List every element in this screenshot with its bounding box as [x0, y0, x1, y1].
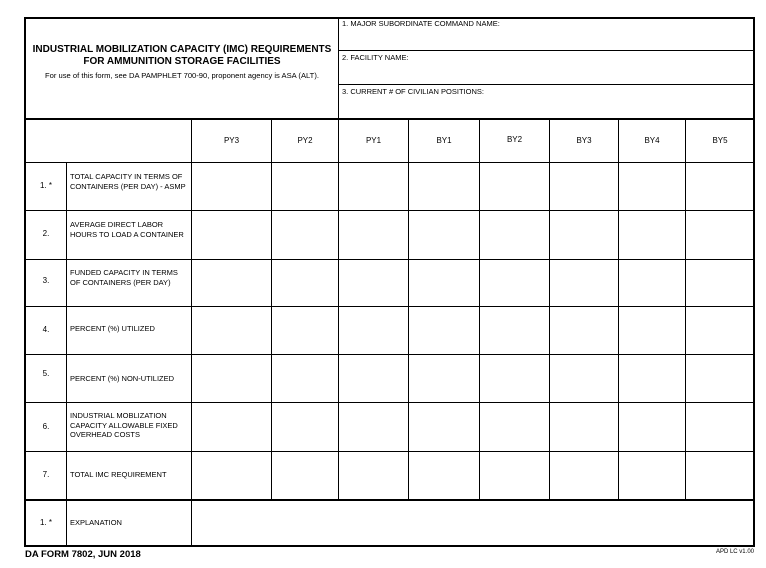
data-cell[interactable]: [481, 308, 548, 353]
data-cell[interactable]: [551, 164, 617, 209]
field-label-civilian-positions: 3. CURRENT # OF CIVILIAN POSITIONS:: [342, 87, 484, 96]
column-divider: [338, 119, 339, 500]
data-cell[interactable]: [687, 404, 753, 450]
data-cell[interactable]: [410, 308, 478, 353]
data-cell[interactable]: [481, 453, 548, 498]
data-cell[interactable]: [481, 164, 548, 209]
column-header-by5: BY5: [712, 136, 728, 145]
data-cell[interactable]: [687, 212, 753, 258]
row-number: 7.: [42, 470, 50, 479]
explanation-row-number: 1. *: [39, 518, 52, 527]
label-column-divider: [191, 119, 192, 546]
data-cell[interactable]: [410, 404, 478, 450]
column-divider: [479, 119, 480, 500]
data-cell[interactable]: [340, 261, 407, 305]
table-line: [25, 402, 754, 403]
data-cell[interactable]: [551, 308, 617, 353]
data-cell[interactable]: [481, 356, 548, 401]
data-cell[interactable]: [551, 212, 617, 258]
form-title-line2: FOR AMMUNITION STORAGE FACILITIES: [83, 56, 281, 67]
column-divider: [618, 119, 619, 500]
table-line: [25, 451, 754, 452]
data-cell[interactable]: [687, 453, 753, 498]
row-number: 2.: [42, 229, 50, 238]
row-number: 1. *: [39, 181, 52, 190]
data-cell[interactable]: [687, 308, 753, 353]
data-cell[interactable]: [193, 308, 270, 353]
data-cell[interactable]: [340, 356, 407, 401]
column-header-by3: BY3: [576, 136, 592, 145]
data-cell[interactable]: [410, 453, 478, 498]
data-cell[interactable]: [620, 356, 684, 401]
row-number: 5.: [42, 369, 50, 378]
header-bottom-rule: [25, 118, 754, 120]
data-cell[interactable]: [551, 404, 617, 450]
data-cell[interactable]: [551, 356, 617, 401]
data-cell[interactable]: [481, 261, 548, 305]
table-line: [25, 306, 754, 307]
data-cell[interactable]: [687, 261, 753, 305]
row-label-direct-labor-hours: AVERAGE DIRECT LABOR HOURS TO LOAD A CONTAINER: [70, 220, 184, 239]
data-cell[interactable]: [273, 164, 337, 209]
data-cell[interactable]: [620, 308, 684, 353]
data-cell[interactable]: [620, 212, 684, 258]
data-cell[interactable]: [340, 164, 407, 209]
data-cell[interactable]: [193, 261, 270, 305]
data-cell[interactable]: [410, 212, 478, 258]
column-divider: [408, 119, 409, 500]
column-divider: [685, 119, 686, 500]
data-cell[interactable]: [273, 356, 337, 401]
column-header-py2: PY2: [297, 136, 313, 145]
data-cell[interactable]: [551, 261, 617, 305]
data-cell[interactable]: [273, 308, 337, 353]
data-cell[interactable]: [340, 212, 407, 258]
form-number: DA FORM 7802, JUN 2018: [25, 549, 141, 560]
data-cell[interactable]: [193, 356, 270, 401]
data-cell[interactable]: [273, 453, 337, 498]
data-cell[interactable]: [620, 164, 684, 209]
data-cell[interactable]: [620, 404, 684, 450]
explanation-label: EXPLANATION: [70, 518, 122, 527]
data-cell[interactable]: [481, 404, 548, 450]
data-cell[interactable]: [410, 164, 478, 209]
civilian-positions-input[interactable]: [342, 97, 750, 117]
column-header-py3: PY3: [223, 136, 240, 145]
column-divider: [549, 119, 550, 500]
table-line: [25, 210, 754, 211]
data-cell[interactable]: [551, 453, 617, 498]
table-line: [25, 259, 754, 260]
table-bottom-rule: [25, 499, 754, 501]
table-line: [25, 162, 754, 163]
data-cell[interactable]: [340, 453, 407, 498]
field-label-command-name: 1. MAJOR SUBORDINATE COMMAND NAME:: [342, 19, 500, 28]
column-divider: [271, 119, 272, 500]
data-cell[interactable]: [193, 212, 270, 258]
data-cell[interactable]: [273, 212, 337, 258]
row-label-funded-capacity: FUNDED CAPACITY IN TERMS OF CONTAINERS (PER DAY): [70, 268, 178, 287]
row-number: 4.: [42, 325, 50, 334]
data-cell[interactable]: [340, 308, 407, 353]
column-header-by4: BY4: [644, 136, 660, 145]
data-cell[interactable]: [193, 404, 270, 450]
data-cell[interactable]: [410, 261, 478, 305]
row-number: 6.: [42, 422, 50, 431]
explanation-input[interactable]: [193, 502, 753, 545]
data-cell[interactable]: [273, 261, 337, 305]
column-header-by1: BY1: [436, 136, 452, 145]
data-cell[interactable]: [687, 164, 753, 209]
form-title-line1: INDUSTRIAL MOBILIZATION CAPACITY (IMC) REQUIREMENTS: [32, 44, 332, 55]
row-label-percent-non-utilized: PERCENT (%) NON-UTILIZED: [70, 374, 175, 383]
data-cell[interactable]: [193, 164, 270, 209]
row-label-imc-overhead-costs: INDUSTRIAL MOBLIZATION CAPACITY ALLOWABLE FIXED OVERHEAD COSTS: [70, 411, 178, 439]
form-prescribing-note: For use of this form, see DA PAMPHLET 700-90, proponent agency is ASA (ALT).: [45, 71, 319, 80]
data-cell[interactable]: [620, 261, 684, 305]
column-header-py1: PY1: [365, 136, 382, 145]
row-label-percent-utilized: PERCENT (%) UTILIZED: [70, 324, 155, 333]
field-label-facility-name: 2. FACILITY NAME:: [342, 53, 409, 62]
row-number-divider: [66, 162, 67, 546]
data-cell[interactable]: [340, 404, 407, 450]
field-separator: [338, 50, 754, 51]
header-divider: [338, 18, 339, 119]
column-header-by2: BY2: [506, 135, 523, 144]
data-cell[interactable]: [193, 453, 270, 498]
data-cell[interactable]: [410, 356, 478, 401]
command-name-input[interactable]: [342, 29, 750, 48]
version-label: APD LC v1.00: [715, 549, 754, 555]
row-label-total-capacity: TOTAL CAPACITY IN TERMS OF CONTAINERS (PER DAY) - ASMP: [70, 172, 186, 191]
row-label-total-imc-requirement: TOTAL IMC REQUIREMENT: [70, 470, 167, 479]
table-line: [25, 354, 754, 355]
field-separator: [338, 84, 754, 85]
data-cell[interactable]: [481, 212, 548, 258]
data-cell[interactable]: [273, 404, 337, 450]
data-cell[interactable]: [687, 356, 753, 401]
facility-name-input[interactable]: [342, 63, 750, 82]
row-number: 3.: [42, 276, 50, 285]
data-cell[interactable]: [620, 453, 684, 498]
